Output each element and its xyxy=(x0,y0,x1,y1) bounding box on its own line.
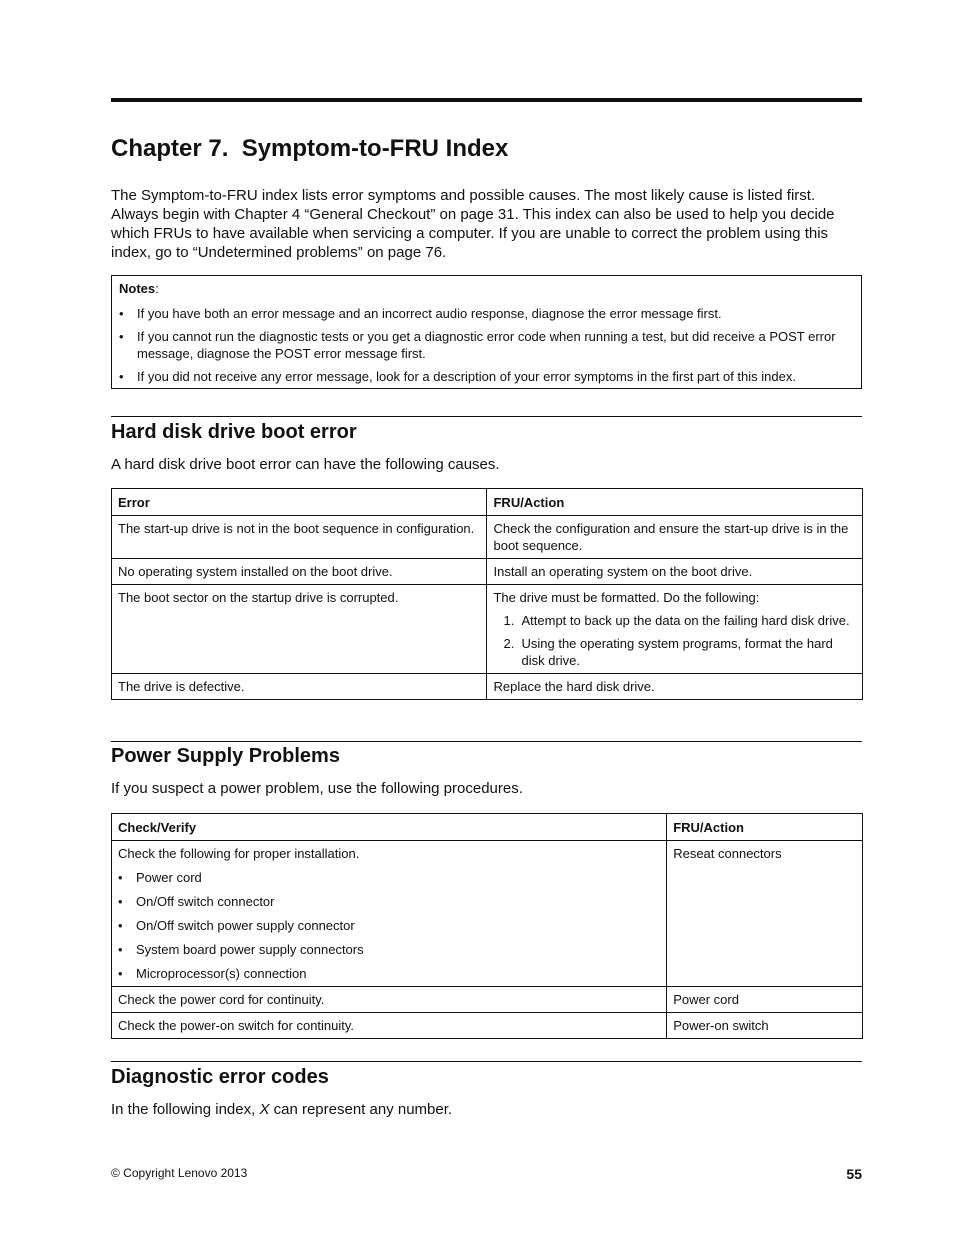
action-cell: Check the configuration and ensure the start-up drive is in the boot sequence. xyxy=(487,516,863,559)
section-rule xyxy=(111,741,862,742)
list-item: • System board power supply connectors xyxy=(118,942,364,957)
note-text: If you did not receive any error message, look for a description of your error symptoms in the first part of this index. xyxy=(137,369,796,384)
list-item: 1. Attempt to back up the data on the failing hard disk drive. xyxy=(503,613,850,628)
action-cell: Reseat connectors xyxy=(667,841,863,987)
check-cell: Check the power-on switch for continuity. xyxy=(112,1013,667,1039)
check-cell xyxy=(112,841,667,987)
table-row xyxy=(112,585,863,674)
check-cell: Check the power cord for continuity. xyxy=(112,987,667,1013)
bullet-icon: • xyxy=(118,966,123,981)
action-cell: Replace the hard disk drive. xyxy=(487,674,863,700)
table-row xyxy=(112,559,863,585)
hdd-section-title: Hard disk drive boot error xyxy=(111,421,357,443)
chapter-intro: The Symptom-to-FRU index lists error symptoms and possible causes. The most likely cause is listed first. Always begin with Chapter 4 “General Checkout” on page 31. This index can also be used to help you decide which FRUs to have available when servicing a computer. If you are unable to correct the problem using this index, go to “Undetermined problems” on page 76. xyxy=(111,187,835,261)
table-row xyxy=(112,987,863,1013)
step-text: Attempt to back up the data on the failing hard disk drive. xyxy=(521,613,850,628)
section-rule xyxy=(111,1061,862,1062)
step-list xyxy=(493,612,856,669)
diag-section-intro: In the following index, X can represent any number. xyxy=(111,1101,453,1118)
note-item xyxy=(119,305,855,322)
bullet-icon: • xyxy=(118,870,123,885)
action-cell xyxy=(487,585,863,674)
error-cell: The boot sector on the startup drive is corrupted. xyxy=(112,585,487,674)
note-text: If you cannot run the diagnostic tests or you get a diagnostic error code when running a test, but did receive a POST error message, diagnose the POST error message first. xyxy=(137,329,836,361)
variable-x: X xyxy=(259,1101,270,1118)
footer-copyright: © Copyright Lenovo 2013 xyxy=(111,1166,248,1180)
column-header: Error xyxy=(112,489,487,516)
bullet-icon: • xyxy=(119,306,124,321)
table-row xyxy=(112,674,863,700)
column-header: FRU/Action xyxy=(487,489,863,516)
page-number: 55 xyxy=(846,1166,862,1182)
note-item xyxy=(119,368,855,385)
list-item: • Microprocessor(s) connection xyxy=(118,966,307,981)
table-header-row xyxy=(112,814,863,841)
error-cell: The drive is defective. xyxy=(112,674,487,700)
chapter-top-rule xyxy=(111,98,862,102)
bullet-icon: • xyxy=(118,918,123,933)
bullet-icon: • xyxy=(118,942,123,957)
list-item: • On/Off switch power supply connector xyxy=(118,918,355,933)
table-row xyxy=(112,841,863,987)
bullet-icon: • xyxy=(119,369,124,384)
table-header-row xyxy=(112,489,863,516)
action-text: The drive must be formatted. Do the following: xyxy=(493,590,760,605)
list-item: 2. Using the operating system programs, format the hard disk drive. xyxy=(503,636,833,668)
power-section-intro: If you suspect a power problem, use the following procedures. xyxy=(111,780,523,797)
bullet-list xyxy=(118,869,660,982)
check-text: Check the following for proper installation. xyxy=(118,846,360,861)
note-text: If you have both an error message and an incorrect audio response, diagnose the error message first. xyxy=(137,306,722,321)
section-rule xyxy=(111,416,862,417)
list-item: • On/Off switch connector xyxy=(118,894,275,909)
list-item: • Power cord xyxy=(118,870,202,885)
power-section-title: Power Supply Problems xyxy=(111,745,340,767)
notes-label: Notes xyxy=(119,281,156,296)
table-row xyxy=(112,516,863,559)
action-cell: Power cord xyxy=(667,987,863,1013)
column-header: FRU/Action xyxy=(667,814,863,841)
note-item xyxy=(119,328,855,362)
hdd-error-table xyxy=(111,488,863,700)
error-cell: No operating system installed on the boot drive. xyxy=(112,559,487,585)
error-cell: The start-up drive is not in the boot sequence in configuration. xyxy=(112,516,487,559)
chapter-title: Chapter 7. Symptom-to-FRU Index xyxy=(111,135,509,162)
notes-heading: Notes: xyxy=(119,281,159,296)
column-header: Check/Verify xyxy=(112,814,667,841)
notes-box xyxy=(111,275,862,389)
step-text: Using the operating system programs, format the hard disk drive. xyxy=(521,636,833,668)
table-row xyxy=(112,1013,863,1039)
bullet-icon: • xyxy=(119,329,124,344)
bullet-icon: • xyxy=(118,894,123,909)
action-cell: Install an operating system on the boot drive. xyxy=(487,559,863,585)
diag-section-title: Diagnostic error codes xyxy=(111,1066,329,1088)
hdd-section-intro: A hard disk drive boot error can have the following causes. xyxy=(111,456,500,473)
action-cell: Power-on switch xyxy=(667,1013,863,1039)
power-table xyxy=(111,813,863,1039)
